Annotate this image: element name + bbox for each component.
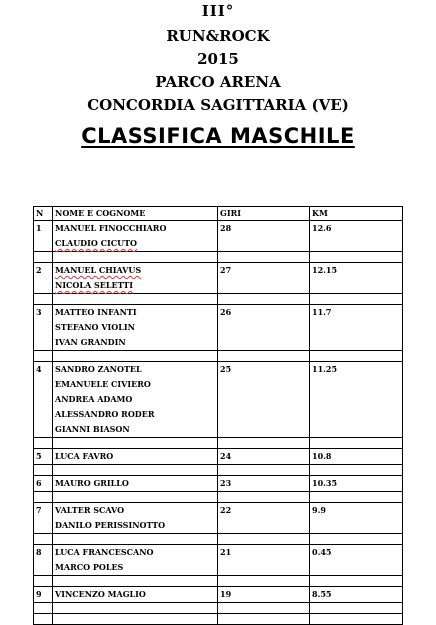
runner-name: [55, 407, 215, 422]
table-row: [34, 221, 403, 252]
rank-cell: 7: [34, 503, 53, 534]
empty-cell: [218, 492, 310, 503]
km-cell: 11.25: [310, 362, 403, 438]
spacer-row: [34, 534, 403, 545]
runner-name: [55, 476, 215, 491]
spacer-row: [34, 294, 403, 305]
runner-name: [55, 278, 215, 293]
names-cell: [53, 449, 218, 465]
empty-cell: [34, 438, 53, 449]
empty-cell: [218, 351, 310, 362]
empty-cell: [218, 294, 310, 305]
empty-cell: [218, 465, 310, 476]
runner-name-text: LUCA FRANCESCANO: [55, 547, 154, 557]
runner-name: [55, 377, 215, 392]
runner-name: [55, 392, 215, 407]
laps-cell: 25: [218, 362, 310, 438]
laps-cell: 21: [218, 545, 310, 576]
empty-cell: [310, 252, 403, 263]
page-title-text: CLASSIFICA MASCHILE: [81, 124, 355, 148]
empty-cell: [34, 614, 53, 625]
empty-cell: [53, 492, 218, 503]
names-cell: [53, 362, 218, 438]
header-n: N: [34, 207, 53, 221]
names-cell: [53, 221, 218, 252]
empty-cell: [310, 576, 403, 587]
table-header-row: [34, 207, 403, 221]
runner-name-text: VALTER SCAVO: [55, 505, 125, 515]
venue-name: PARCO ARENA: [155, 73, 281, 91]
runner-name: [55, 320, 215, 335]
empty-cell: [218, 252, 310, 263]
empty-cell: [34, 576, 53, 587]
empty-cell: [310, 603, 403, 614]
results-body: [34, 221, 403, 625]
runner-name: [55, 221, 215, 236]
runner-name: [55, 545, 215, 560]
laps-cell: 28: [218, 221, 310, 252]
spacer-row: [34, 438, 403, 449]
runner-name: [55, 503, 215, 518]
runner-name-text: DANILO PERISSINOTTO: [55, 520, 166, 530]
names-cell: [53, 305, 218, 351]
empty-cell: [34, 351, 53, 362]
runner-name: [55, 236, 215, 251]
empty-cell: [310, 465, 403, 476]
runner-name-text: MANUEL FINOCCHIARO: [55, 223, 167, 233]
runner-name-text: IVAN GRANDIN: [55, 337, 126, 347]
km-cell: 10.8: [310, 449, 403, 465]
runner-name: [55, 422, 215, 437]
km-cell: 9.9: [310, 503, 403, 534]
spacer-row: [34, 576, 403, 587]
empty-cell: [34, 603, 53, 614]
runner-name-text: SANDRO ZANOTEL: [55, 364, 142, 374]
rank-cell: 5: [34, 449, 53, 465]
spacer-row: [34, 614, 403, 625]
empty-cell: [53, 603, 218, 614]
empty-cell: [218, 534, 310, 545]
edition-number: III°: [201, 2, 235, 20]
km-cell: 12.15: [310, 263, 403, 294]
empty-cell: [53, 534, 218, 545]
rank-cell: 3: [34, 305, 53, 351]
empty-cell: [53, 294, 218, 305]
names-cell: [53, 263, 218, 294]
laps-cell: 22: [218, 503, 310, 534]
empty-cell: [53, 465, 218, 476]
km-cell: 12.6: [310, 221, 403, 252]
table-row: [34, 305, 403, 351]
page-title: [0, 124, 436, 148]
rank-cell: 2: [34, 263, 53, 294]
table-row: [34, 503, 403, 534]
rank-cell: 6: [34, 476, 53, 492]
runner-name-text: CLAUDIO CICUTO: [55, 238, 137, 248]
empty-cell: [310, 294, 403, 305]
spacer-row: [34, 465, 403, 476]
km-cell: 10.35: [310, 476, 403, 492]
names-cell: [53, 503, 218, 534]
names-cell: [53, 545, 218, 576]
empty-cell: [53, 576, 218, 587]
runner-name: [55, 335, 215, 350]
laps-cell: 27: [218, 263, 310, 294]
empty-cell: [310, 492, 403, 503]
laps-cell: 23: [218, 476, 310, 492]
runner-name-text: MANUEL CHIAVUS: [55, 265, 142, 275]
runner-name: [55, 518, 215, 533]
runner-name-text: ANDREA ADAMO: [55, 394, 133, 404]
rank-cell: 1: [34, 221, 53, 252]
table-row: [34, 476, 403, 492]
table-row: [34, 587, 403, 603]
empty-cell: [218, 603, 310, 614]
empty-cell: [310, 534, 403, 545]
spacer-row: [34, 252, 403, 263]
table-row: [34, 545, 403, 576]
empty-cell: [218, 576, 310, 587]
empty-cell: [310, 438, 403, 449]
event-year: 2015: [197, 50, 239, 68]
venue-location: CONCORDIA SAGITTARIA (VE): [87, 96, 349, 114]
runner-name-text: LUCA FAVRO: [55, 451, 114, 461]
km-cell: 0.45: [310, 545, 403, 576]
empty-cell: [34, 534, 53, 545]
spacer-row: [34, 603, 403, 614]
table-row: [34, 449, 403, 465]
table-row: [34, 263, 403, 294]
names-cell: [53, 476, 218, 492]
runner-name-text: MAURO GRILLO: [55, 478, 129, 488]
runner-name-text: GIANNI BIASON: [55, 424, 130, 434]
runner-name-text: STEFANO VIOLIN: [55, 322, 135, 332]
empty-cell: [218, 614, 310, 625]
empty-cell: [34, 465, 53, 476]
runner-name: [55, 560, 215, 575]
empty-cell: [53, 351, 218, 362]
runner-name-text: VINCENZO MAGLIO: [55, 589, 146, 599]
rank-cell: 4: [34, 362, 53, 438]
empty-cell: [53, 614, 218, 625]
empty-cell: [218, 438, 310, 449]
header-giri: GIRI: [218, 207, 310, 221]
empty-cell: [310, 351, 403, 362]
names-cell: [53, 587, 218, 603]
spacer-row: [34, 351, 403, 362]
empty-cell: [34, 294, 53, 305]
spacer-row: [34, 492, 403, 503]
runner-name-text: MATTEO INFANTI: [55, 307, 137, 317]
results-table: [33, 206, 403, 625]
runner-name-text: EMANUELE CIVIERO: [55, 379, 151, 389]
empty-cell: [53, 438, 218, 449]
runner-name: [55, 263, 215, 278]
empty-cell: [53, 252, 218, 263]
runner-name-text: NICOLA SELETTI: [55, 280, 133, 290]
laps-cell: 26: [218, 305, 310, 351]
table-row: [34, 362, 403, 438]
rank-cell: 8: [34, 545, 53, 576]
event-name: RUN&ROCK: [166, 27, 270, 45]
empty-cell: [34, 252, 53, 263]
empty-cell: [310, 614, 403, 625]
header-km: KM: [310, 207, 403, 221]
header-name: NOME E COGNOME: [53, 207, 218, 221]
laps-cell: 19: [218, 587, 310, 603]
runner-name: [55, 449, 215, 464]
km-cell: 8.55: [310, 587, 403, 603]
rank-cell: 9: [34, 587, 53, 603]
runner-name-text: MARCO POLES: [55, 562, 124, 572]
km-cell: 11.7: [310, 305, 403, 351]
runner-name: [55, 362, 215, 377]
runner-name-text: ALESSANDRO RODER: [55, 409, 155, 419]
runner-name: [55, 305, 215, 320]
laps-cell: 24: [218, 449, 310, 465]
empty-cell: [34, 492, 53, 503]
